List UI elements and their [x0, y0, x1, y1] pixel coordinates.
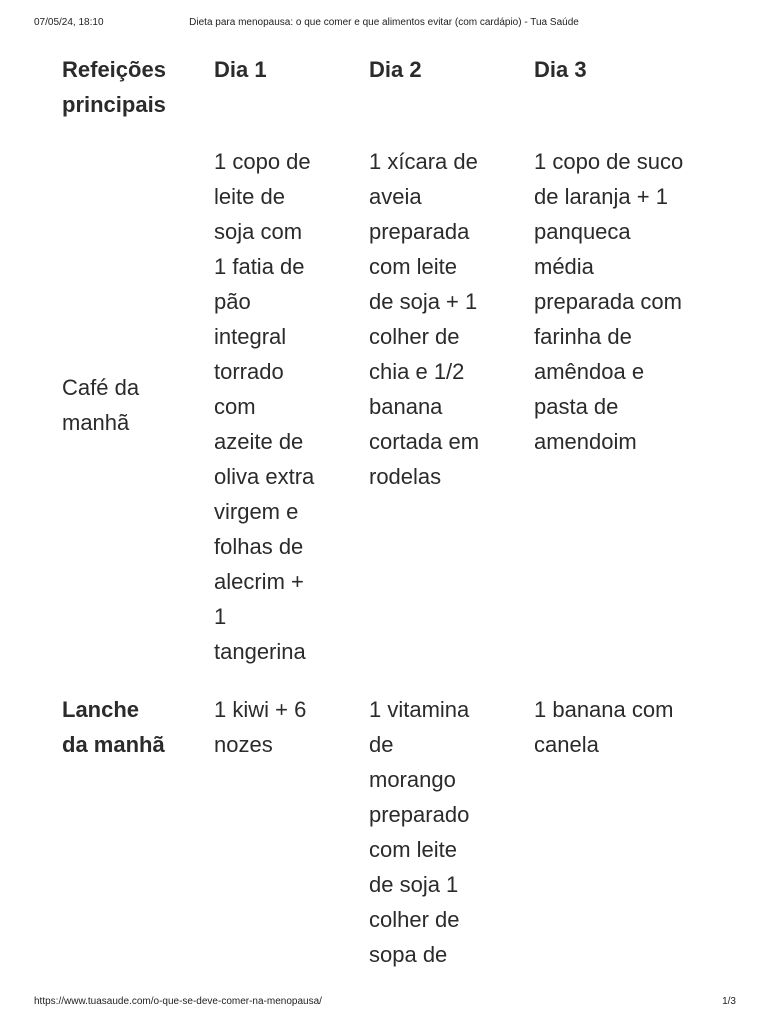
header-day3-cell: [534, 52, 734, 87]
cell-line: com leite: [369, 254, 458, 279]
cell-line: 1: [214, 604, 227, 629]
row-morning-snack-day2-cell: [369, 692, 511, 972]
cell-line: 1 xícara de: [369, 149, 478, 174]
cell-line: pão: [214, 289, 251, 314]
cell-line: preparada com: [534, 289, 682, 314]
cell-line: média: [534, 254, 594, 279]
print-url: https://www.tuasaude.com/o-que-se-deve-comer-na-menopausa/: [34, 996, 322, 1007]
cell-line: de laranja + 1: [534, 184, 668, 209]
print-page-title: Dieta para menopausa: o que comer e que alimentos evitar (com cardápio) - Tua Saúde: [189, 17, 579, 28]
cell-line: 1 copo de: [214, 149, 311, 174]
cell-line: folhas de: [214, 534, 304, 559]
cell-line: com leite: [369, 837, 458, 862]
header-meals-cell: [62, 52, 204, 122]
cell-line: integral: [214, 324, 287, 349]
cell-line: colher de: [369, 907, 460, 932]
cell-line: soja com: [214, 219, 303, 244]
header-day2-cell: [369, 52, 511, 87]
meal-line: Lanche: [62, 697, 140, 722]
cell-line: aveia: [369, 184, 422, 209]
header-day1-label: Dia 1: [214, 57, 267, 82]
cell-line: preparado: [369, 802, 470, 827]
cell-line: rodelas: [369, 464, 442, 489]
cell-line: 1 kiwi + 6: [214, 697, 307, 722]
print-page-number: 1/3: [722, 996, 736, 1007]
cell-line: 1 copo de suco: [534, 149, 684, 174]
cell-line: de: [369, 732, 394, 757]
cell-line: tangerina: [214, 639, 306, 664]
cell-line: de soja 1: [369, 872, 459, 897]
row-morning-snack-day1-cell: [214, 692, 356, 762]
cell-line: 1 fatia de: [214, 254, 305, 279]
header-day1-cell: [214, 52, 356, 87]
header-day2-label: Dia 2: [369, 57, 422, 82]
cell-line: preparada: [369, 219, 470, 244]
cell-line: colher de: [369, 324, 460, 349]
cell-line: virgem e: [214, 499, 299, 524]
cell-line: pasta de: [534, 394, 619, 419]
cell-line: leite de: [214, 184, 285, 209]
cell-line: com: [214, 394, 256, 419]
print-footer: [0, 996, 768, 1010]
cell-line: banana: [369, 394, 443, 419]
row-breakfast-meal-cell: [62, 370, 204, 440]
row-breakfast-day2-cell: [369, 144, 511, 494]
cell-line: panqueca: [534, 219, 631, 244]
header-meals-line: Refeições: [62, 57, 166, 82]
cell-line: alecrim +: [214, 569, 304, 594]
cell-line: farinha de: [534, 324, 632, 349]
cell-line: amendoim: [534, 429, 637, 454]
row-morning-snack-meal-cell: [62, 692, 204, 762]
cell-line: azeite de: [214, 429, 304, 454]
cell-line: de soja + 1: [369, 289, 478, 314]
cell-line: torrado: [214, 359, 284, 384]
row-breakfast-day1-cell: [214, 144, 356, 669]
cell-line: amêndoa e: [534, 359, 645, 384]
cell-line: morango: [369, 767, 456, 792]
meal-line: Café da: [62, 375, 140, 400]
cell-line: 1 banana com: [534, 697, 674, 722]
cell-line: sopa de: [369, 942, 448, 967]
print-timestamp: 07/05/24, 18:10: [34, 17, 104, 28]
header-meals-line: principais: [62, 92, 166, 117]
cell-line: canela: [534, 732, 599, 757]
cell-line: cortada em: [369, 429, 480, 454]
print-header: [0, 17, 768, 31]
cell-line: nozes: [214, 732, 273, 757]
meal-line: da manhã: [62, 732, 165, 757]
cell-line: chia e 1/2: [369, 359, 465, 384]
row-breakfast-day3-cell: [534, 144, 734, 459]
header-day3-label: Dia 3: [534, 57, 587, 82]
meal-line: manhã: [62, 410, 130, 435]
cell-line: 1 vitamina: [369, 697, 470, 722]
cell-line: oliva extra: [214, 464, 315, 489]
row-morning-snack-day3-cell: [534, 692, 734, 762]
